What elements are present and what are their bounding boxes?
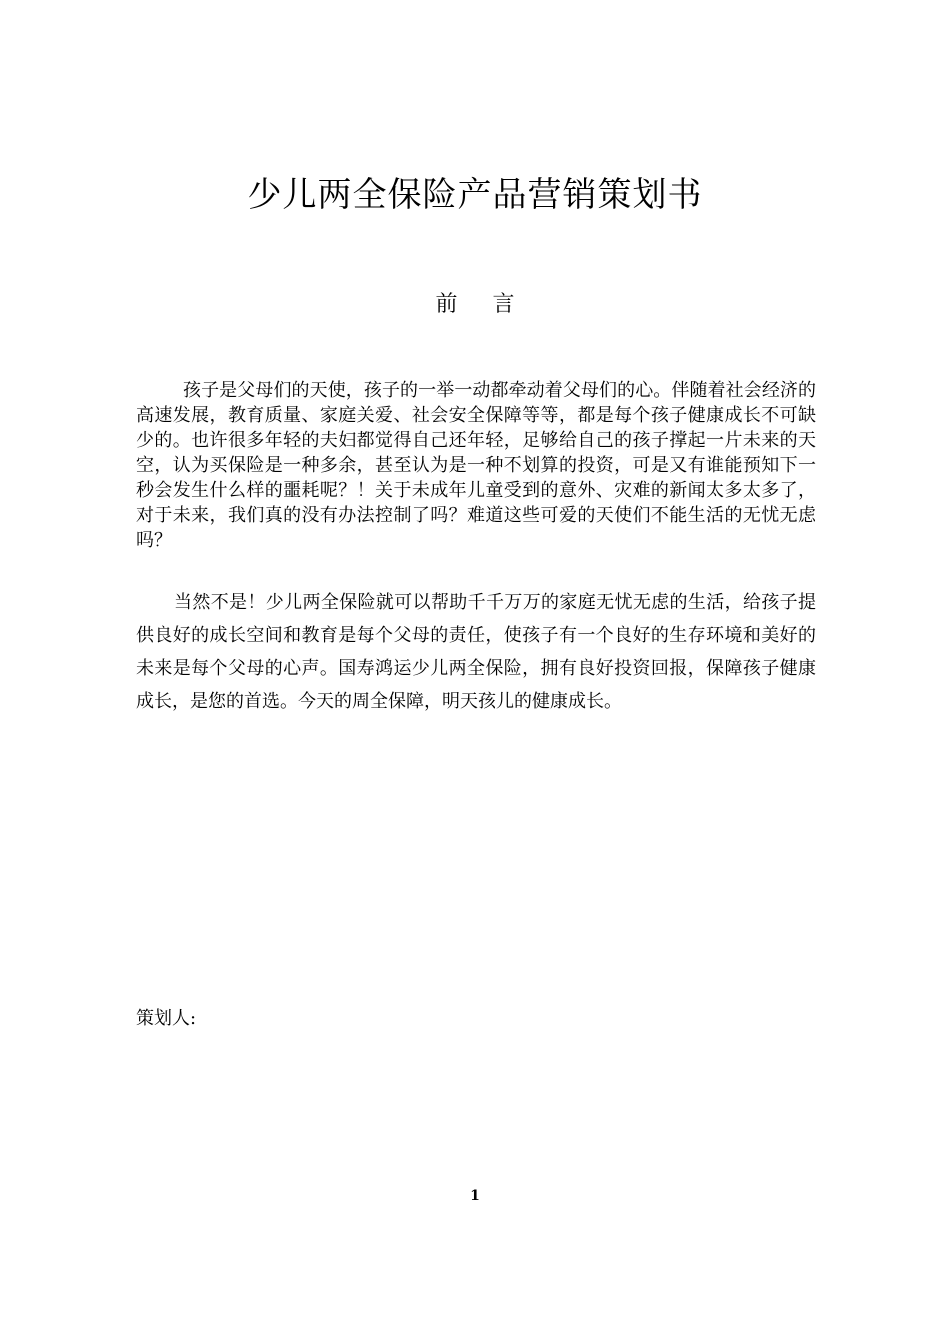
page-number: 1 [470, 1188, 480, 1204]
document-title: 少儿两全保险产品营销策划书 [247, 175, 703, 215]
planner-label: 策划人: [136, 1008, 197, 1029]
preface-paragraph-2: 当然不是！少儿两全保险就可以帮助千千万万的家庭无忧无虑的生活，给孩子提供良好的成长空间和教育是每个父母的责任，使孩子有一个良好的生存环境和美好的未来是每个父母的心声。国寿鸿运少儿两全保险，拥有良好投资回报，保障孩子健康成长，是您的首选。今天的周全保障，明天孩儿的健康成长。 [136, 592, 816, 712]
preface-heading: 前 言 [435, 292, 515, 317]
preface-paragraph-1: 孩子是父母们的天使，孩子的一举一动都牵动着父母们的心。伴随着社会经济的高速发展，教育质量、家庭关爱、社会安全保障等等，都是每个孩子健康成长不可缺少的。也许很多年轻的夫妇都觉得自己还年轻，足够给自己的孩子撑起一片未来的天空，认为买保险是一种多余，甚至认为是一种不划算的投资，可是又有谁能预知下一秒会发生什么样的噩耗呢？！关于未成年儿童受到的意外、灾难的新闻太多太多了，对于未来，我们真的没有办法控制了吗？难道这些可爱的天使们不能生活的无忧无虑吗？ [136, 380, 816, 551]
